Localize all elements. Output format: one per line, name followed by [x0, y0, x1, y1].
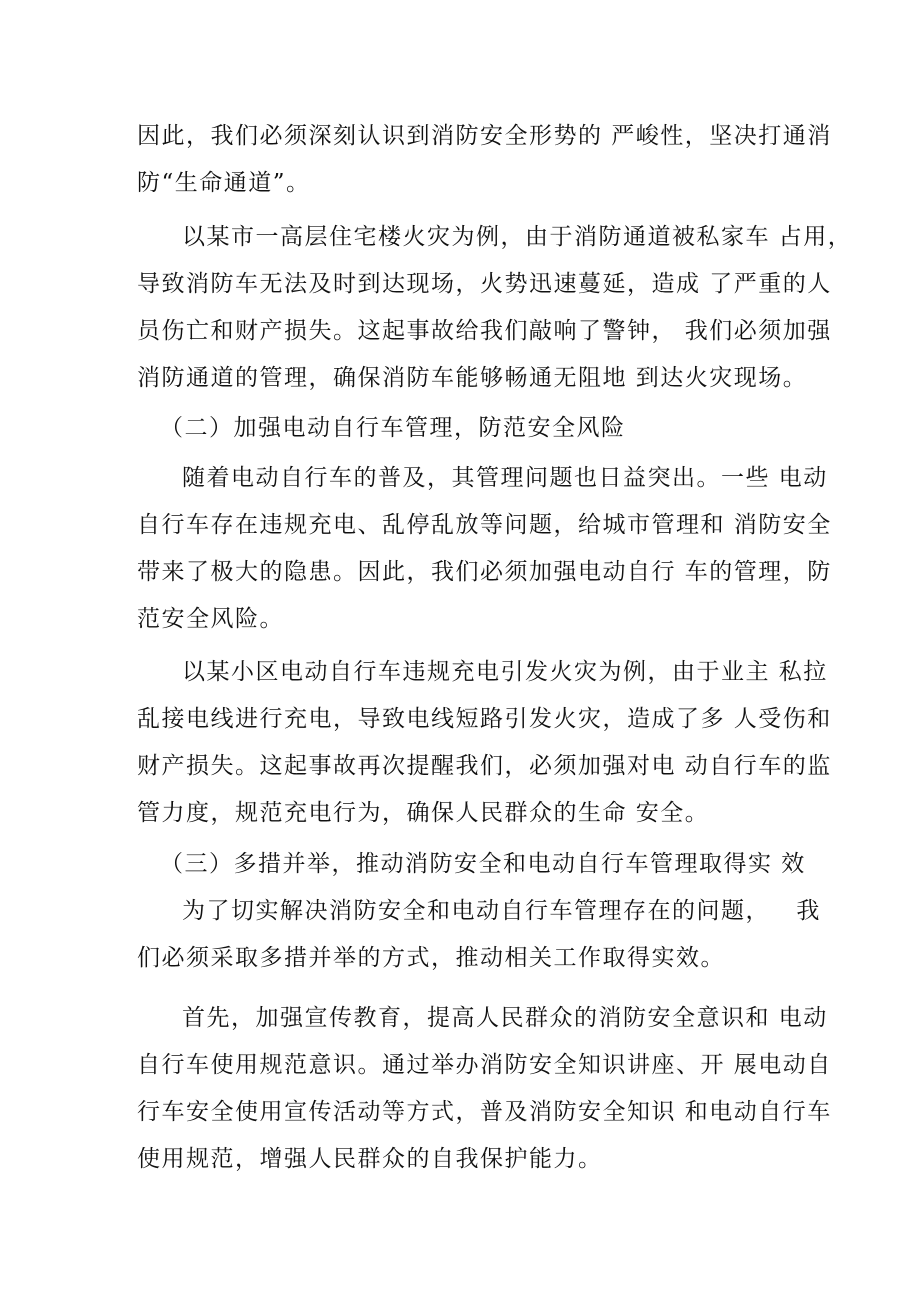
text-line-4: 导致消防车无法及时到达现场，火势迅速蔓延，造成 了严重的人: [137, 271, 832, 297]
section-heading-2: （二）加强电动自行车管理，防范安全风险: [160, 415, 626, 441]
text-line-11: 范安全风险。: [137, 606, 284, 632]
text-line-1: 因此，我们必须深刻认识到消防安全形势的 严峻性，坚决打通消: [137, 123, 832, 149]
text-line-2: 防“生命通道”。: [137, 170, 311, 196]
text-line-21: 行车安全使用宣传活动等方式，普及消防安全知识 和电动自行车: [137, 1099, 832, 1125]
text-line-10: 带来了极大的隐患。因此，我们必须加强电动自行 车的管理，防: [137, 559, 832, 585]
text-line-13: 乱接电线进行充电，导致电线短路引发火灾，造成了多 人受伤和: [137, 706, 832, 732]
text-line-8: 随着电动自行车的普及，其管理问题也日益突出。一些 电动: [182, 465, 828, 491]
text-line-17: 为了切实解决消防安全和电动自行车管理存在的问题， 我: [182, 898, 821, 924]
section-heading-3: （三）多措并举，推动消防安全和电动自行车管理取得实 效: [160, 851, 806, 877]
text-line-3: 以某市一高层住宅楼火灾为例，由于消防通道被私家车 占用，: [182, 224, 853, 250]
text-line-20: 自行车使用规范意识。通过举办消防安全知识讲座、开 展电动自: [137, 1052, 832, 1078]
text-line-22: 使用规范，增强人民群众的自我保护能力。: [137, 1146, 603, 1172]
text-line-6: 消防通道的管理，确保消防车能够畅通无阻地 到达火灾现场。: [137, 365, 808, 391]
text-line-14: 财产损失。这起事故再次提醒我们，必须加强对电 动自行车的监: [137, 753, 832, 779]
text-line-18: 们必须采取多措并举的方式，推动相关工作取得实效。: [137, 945, 725, 971]
text-line-5: 员伤亡和财产损失。这起事故给我们敲响了警钟， 我们必须加强: [137, 318, 832, 344]
text-line-12: 以某小区电动自行车违规充电引发火灾为例，由于业主 私拉: [182, 659, 828, 685]
text-line-15: 管力度，规范充电行为，确保人民群众的生命 安全。: [137, 800, 710, 826]
text-line-19: 首先，加强宣传教育，提高人民群众的消防安全意识和 电动: [182, 1005, 828, 1031]
text-line-9: 自行车存在违规充电、乱停乱放等问题，给城市管理和 消防安全: [137, 512, 832, 538]
